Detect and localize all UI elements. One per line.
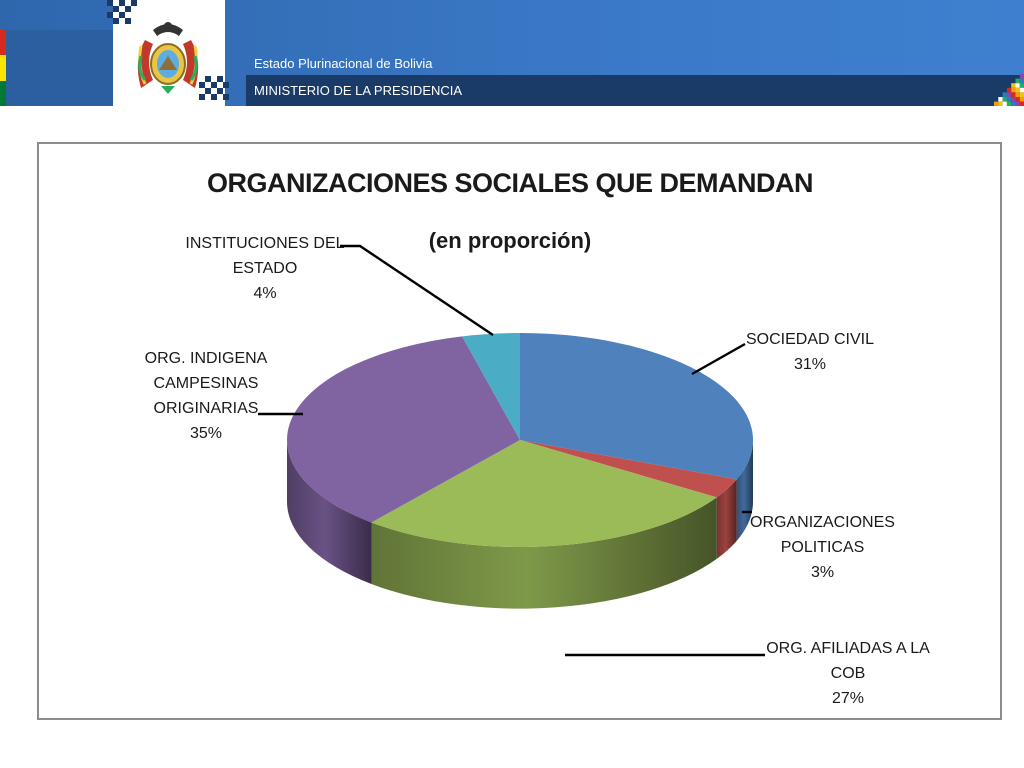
leader-estado	[340, 246, 493, 335]
data-label-org-indigena: ORG. INDIGENA CAMPESINAS ORIGINARIAS 35%	[144, 350, 268, 442]
chart-subtitle: (en proporción)	[428, 228, 592, 253]
data-label-sociedad-civil: SOCIEDAD CIVIL 31%	[745, 331, 875, 373]
data-label-organizaciones-politicas: ORGANIZACIONES POLITICAS 3%	[750, 514, 895, 581]
ministry-name: MINISTERIO DE LA PRESIDENCIA	[254, 83, 463, 98]
data-label-instituciones-estado: INSTITUCIONES DEL ESTADO 4%	[185, 235, 345, 302]
data-label-org-afiliadas-cob: ORG. AFILIADAS A LA COB 27%	[766, 640, 930, 707]
leader-sociedad	[692, 344, 745, 374]
state-name: Estado Plurinacional de Bolivia	[254, 56, 433, 71]
chart-title: ORGANIZACIONES SOCIALES QUE DEMANDAN	[206, 168, 814, 198]
